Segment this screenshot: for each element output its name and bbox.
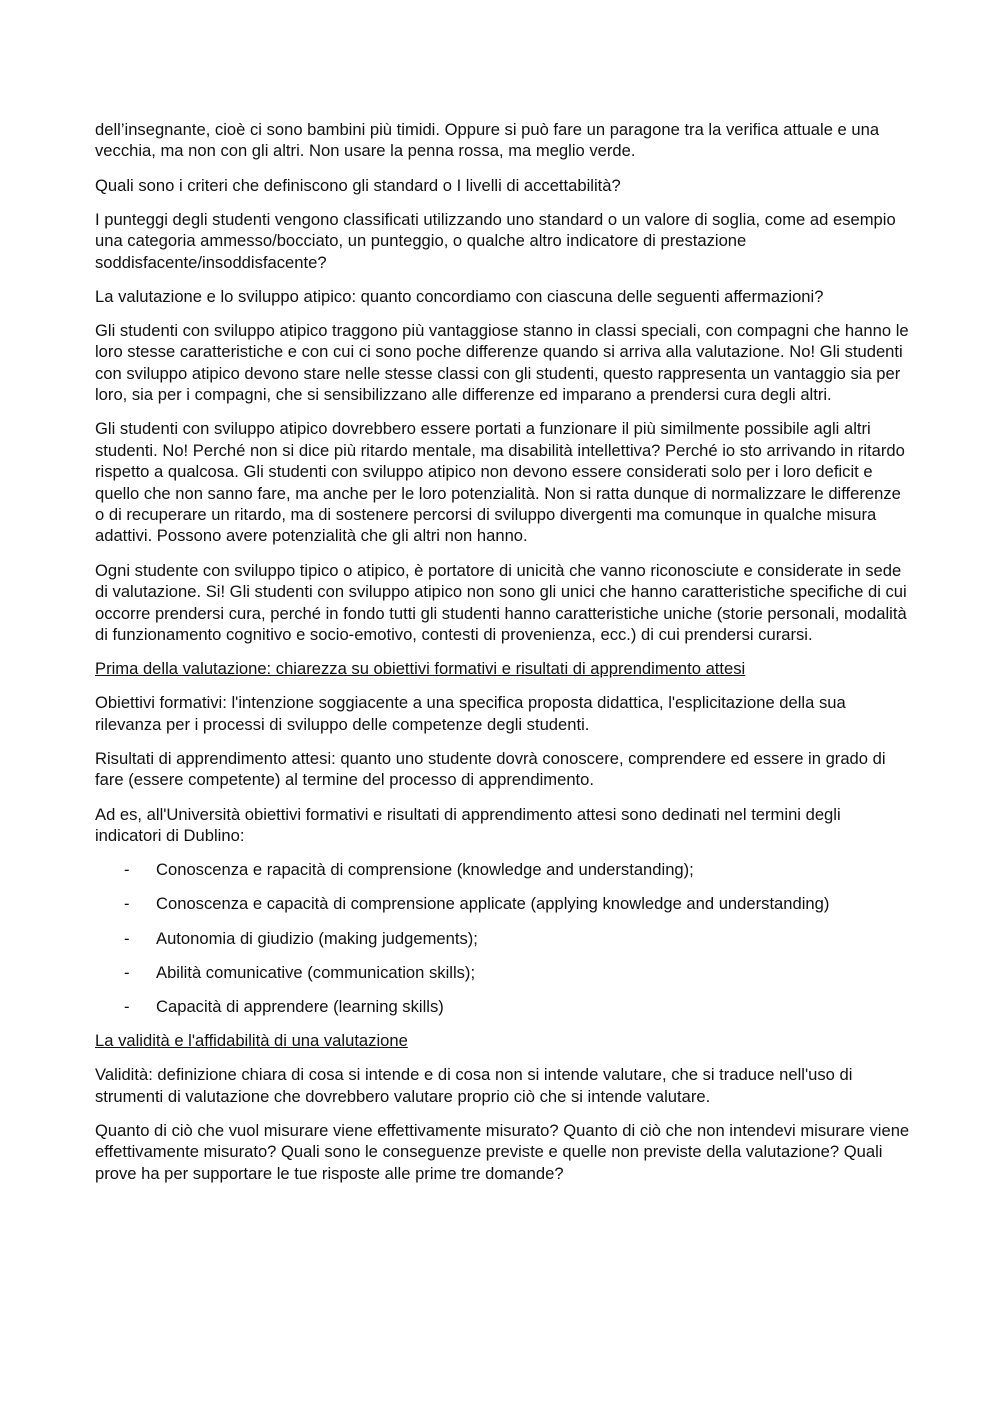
list-item — [95, 893, 910, 914]
list-item-text: Conoscenza e capacità di comprensione applicate (applying knowledge and understanding) — [156, 894, 830, 914]
section-heading-prima: Prima della valutazione: chiarezza su obiettivi formativi e risultati di apprendimento attesi — [95, 659, 746, 679]
paragraph-dublino-intro: Ad es, all'Università obiettivi formativi e risultati di apprendimento attesi sono dedinati nel termini degli indicatori di Dublino: — [95, 804, 841, 845]
document-page — [95, 119, 910, 1197]
paragraph-funzionare: Gli studenti con sviluppo atipico dovrebbero essere portati a funzionare il più similmente possibile agli altri studenti. No! Perché non si dice più ritardo mentale, ma disabilità intellettiva? Perché io sto arrivando in ritardo rispetto a qualcosa. Gli studenti con sviluppo atipico non devono essere considerati solo per i loro deficit e quello che non sanno fare, ma anche per le loro potenzialità. Non si ratta dunque di normalizzare le differenze o di recuperare un ritardo, ma di sostenere percorsi di sviluppo divergenti ma comunque in qualche misura adattivi. Possono avere potenzialità che gli altri non hanno. — [95, 419, 905, 546]
dublin-indicators-list — [95, 859, 910, 1017]
paragraph-obiettivi: Obiettivi formativi: l'intenzione soggiacente a una specifica proposta didattica, l'esplicitazione della sua rilevanza per i processi di sviluppo delle competenze degli studenti. — [95, 693, 846, 734]
paragraph-punteggi: I punteggi degli studenti vengono classificati utilizzando uno standard o un valore di soglia, come ad esempio una categoria ammesso/bocciato, un punteggio, o qualche altro indicatore di prestazione soddisfacente/insoddisfacente? — [95, 209, 896, 272]
list-dash: - — [124, 996, 130, 1016]
paragraph-classi-speciali: Gli studenti con sviluppo atipico traggono più vantaggiose stanno in classi speciali, con compagni che hanno le loro stesse caratteristiche e con cui ci sono poche differenze quando si arriva alla valutazione. No! Gli studenti con sviluppo atipico devono stare nelle stesse classi con gli studenti, questo rappresenta un vantaggio sia per loro, sia per i compagni, che si sensibilizzano alle differenze ed imparano a prendersi cura degli altri. — [95, 321, 909, 405]
list-item — [95, 996, 910, 1017]
paragraph-validita: Validità: definizione chiara di cosa si intende e di cosa non si intende valutare, che si traduce nell'uso di strumenti di valutazione che dovrebbero valutare proprio ciò che si intende valutare. — [95, 1065, 853, 1106]
list-dash: - — [124, 928, 130, 948]
list-dash: - — [124, 860, 130, 880]
paragraph-sviluppo-atipico-intro: La valutazione e lo sviluppo atipico: quanto concordiamo con ciascuna delle seguenti affermazioni? — [95, 286, 824, 306]
paragraph-continuation: dell’insegnante, cioè ci sono bambini più timidi. Oppure si può fare un paragone tra la verifica attuale e una vecchia, ma non con gli altri. Non usare la penna rossa, ma meglio verde. — [95, 120, 880, 161]
list-item-text: Conoscenza e rapacità di comprensione (knowledge and understanding); — [156, 860, 694, 880]
list-item — [95, 962, 910, 983]
paragraph-domande: Quanto di ciò che vuol misurare viene effettivamente misurato? Quanto di ciò che non intendevi misurare viene effettivamente misurato? Quali sono le conseguenze previste e quelle non previste della valutazione? Quali prove ha per supportare le tue risposte alle prime tre domande? — [95, 1120, 910, 1183]
paragraph-risultati: Risultati di apprendimento attesi: quanto uno studente dovrà conoscere, comprendere ed essere in grado di fare (essere competente) al termine del processo di apprendimento. — [95, 748, 886, 790]
list-item — [95, 928, 910, 949]
paragraph-question-standard: Quali sono i criteri che definiscono gli standard o I livelli di accettabilità? — [95, 175, 621, 195]
section-heading-validita: La validità e l'affidabilità di una valutazione — [95, 1031, 408, 1051]
paragraph-unicita: Ogni studente con sviluppo tipico o atipico, è portatore di unicità che vanno riconosciute e considerate in sede di valutazione. Si! Gli studenti con sviluppo atipico non sono gli unici che hanno caratteristiche specifiche di cui occorre prendersi cura, perché in fondo tutti gli studenti hanno caratteristiche uniche (storie personali, modalità di funzionamento cognitivo e socio-emotivo, contesti di provenienza, ecc.) di cui prendersi curarsi. — [95, 560, 907, 644]
list-item — [95, 859, 910, 880]
list-item-text: Autonomia di giudizio (making judgements); — [156, 928, 478, 948]
list-item-text: Capacità di apprendere (learning skills) — [156, 996, 444, 1016]
list-dash: - — [124, 962, 130, 982]
list-dash: - — [124, 894, 130, 914]
list-item-text: Abilità comunicative (communication skills); — [156, 962, 476, 982]
